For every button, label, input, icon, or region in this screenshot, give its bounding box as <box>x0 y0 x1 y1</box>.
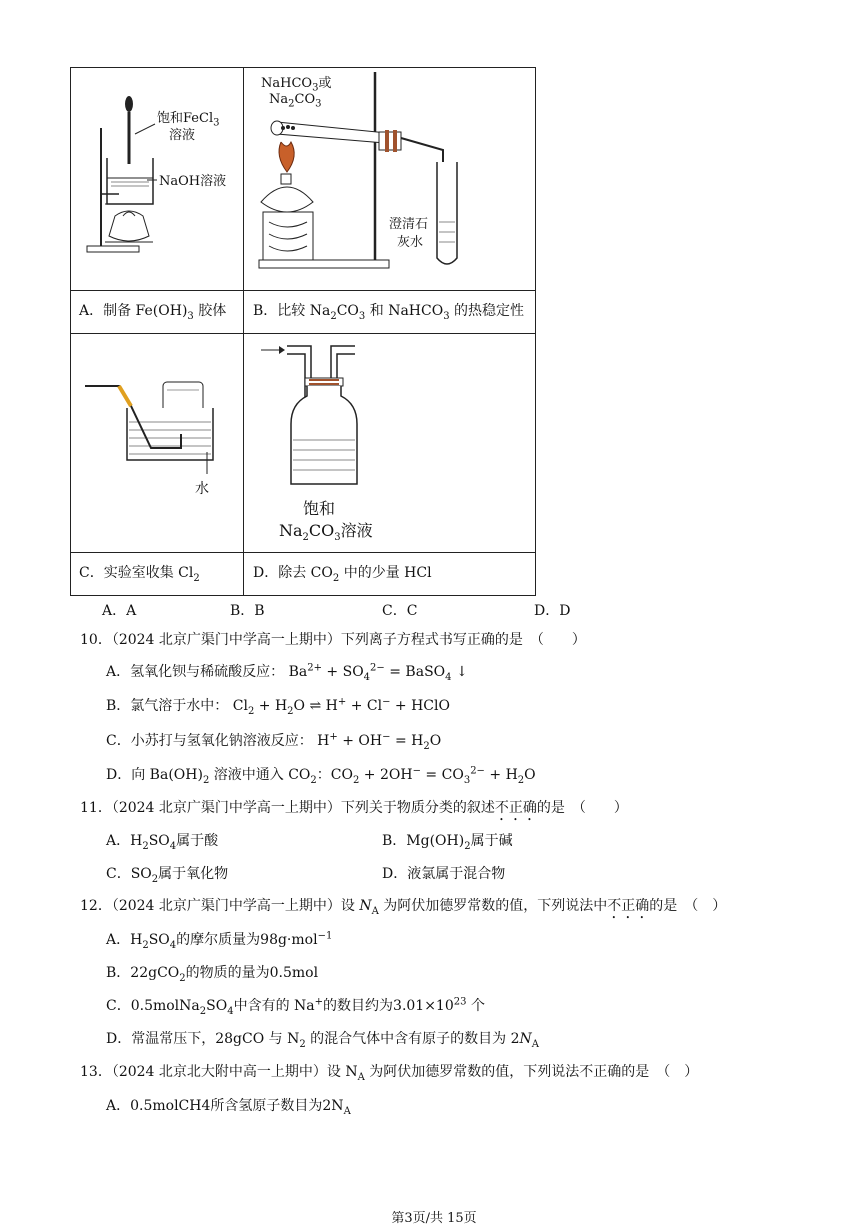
q9-choice-b[interactable]: B．B <box>230 603 265 619</box>
figure-b-reagent-label: NaHCO$_3$或 $Na_2CO_3$ <box>261 76 332 110</box>
q11-option-c[interactable]: C．$SO_2$属于氧化物 <box>106 866 229 885</box>
q12-option-b[interactable]: B．22gCO$_2$的物质的量为0.5mol <box>106 965 319 984</box>
caption-b: B．比较 $Na_2CO_3$ 和 NaHCO$_3$ 的热稳定性 <box>253 303 525 322</box>
figure-d-label-1: 饱和 <box>303 499 336 518</box>
caption-d: D．除去 $CO_2$ 中的少量 HCl <box>253 565 432 584</box>
q11-option-d[interactable]: D．液氯属于混合物 <box>382 866 506 882</box>
figure-a-reagent-label: 饱和FeCl$_3$ 溶液 <box>157 111 220 143</box>
figure-d-apparatus <box>261 344 371 494</box>
table-divider <box>71 290 535 291</box>
q11-stem: 11．（2024 北京广渠门中学高一上期中）下列关于物质分类的叙述不正确的是 （ ） <box>80 800 628 816</box>
table-divider-vertical <box>243 68 244 595</box>
q10-stem: 10．（2024 北京广渠门中学高一上期中）下列离子方程式书写正确的是 （ ） <box>80 632 586 648</box>
figure-b-limewater-label: 澄清石 灰水 <box>389 217 429 250</box>
figure-c-water-label: 水 <box>195 481 209 497</box>
q11-option-b[interactable]: B．$Mg(OH)_2$属于碱 <box>382 833 513 852</box>
table-divider <box>71 333 535 334</box>
figure-d-label-2: $Na_2CO_3$溶液 <box>279 521 373 544</box>
table-divider <box>71 552 535 553</box>
q13-stem: 13．（2024 北京北大附中高一上期中）设 $N_A$ 为阿伏加德罗常数的值，下列说法不正确的是 （ ） <box>80 1064 699 1083</box>
q12-option-c[interactable]: C．$0.5molNa_2SO_4$中含有的 Na+的数目约为$3.01\times 10^{23}$ 个 <box>106 996 485 1017</box>
q9-choice-a[interactable]: A．A <box>102 603 137 619</box>
q12-option-d[interactable]: D．常温常压下，28gCO 与 $N_2$ 的混合气体中含有原子的数目为 $2N_A$ <box>106 1031 540 1050</box>
page-footer: 第3页/共 15页 <box>391 1211 477 1226</box>
options-table <box>70 67 536 596</box>
q10-option-d[interactable]: D．向 $Ba(OH)_2$ 溶液中通入 $CO_2$：$CO_2 + 2OH^- = CO_3^{2-} + H_2O$ <box>106 765 536 786</box>
q9-choice-d[interactable]: D．D <box>534 603 571 619</box>
q12-option-a[interactable]: A．$H_2SO_4$的摩尔质量为98g·mol$^{-1}$ <box>106 930 333 951</box>
q11-option-a[interactable]: A．$H_2SO_4$属于酸 <box>106 833 219 852</box>
caption-c: C．实验室收集 $Cl_2$ <box>79 565 200 584</box>
q10-option-b[interactable]: B．氯气溶于水中： $Cl_2 + H_2O$ ⇌ H+ + Cl− + HClO <box>106 696 450 717</box>
figure-a-naoh-label: NaOH溶液 <box>159 174 227 189</box>
q10-option-c[interactable]: C．小苏打与氢氧化钠溶液反应： $H^+ + OH^- = H_2O$ <box>106 731 442 752</box>
q10-option-a[interactable]: A．氢氧化钡与稀硫酸反应： $Ba^{2+} + SO_4^{2-}$ = BaSO$_4$ ↓ <box>106 662 468 683</box>
q9-choice-c[interactable]: C．C <box>382 603 418 619</box>
q13-option-a[interactable]: A．0.5molCH4所含氢原子数目为$2N_A$ <box>106 1098 351 1117</box>
q12-stem: 12．（2024 北京广渠门中学高一上期中）设 $N_A$ 为阿伏加德罗常数的值，下列说法中不正确的是 （ ） <box>80 898 727 917</box>
caption-a: A．制备 $Fe(OH)_3$ 胶体 <box>79 303 227 322</box>
